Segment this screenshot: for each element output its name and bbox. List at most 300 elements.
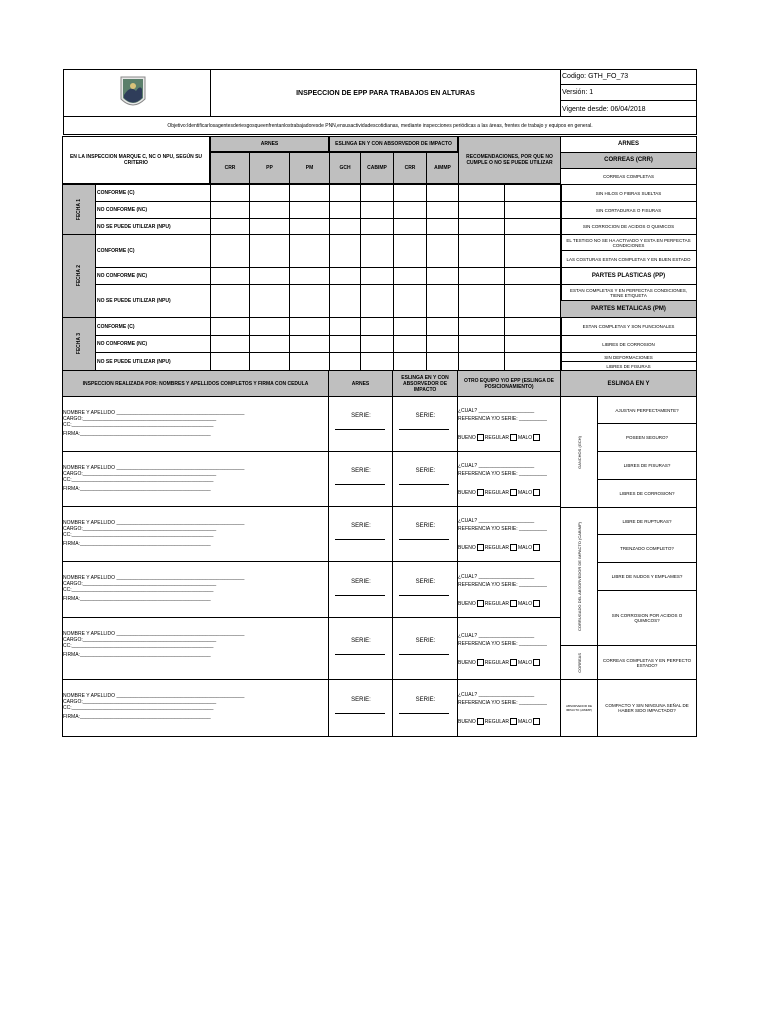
entry-cell[interactable] [249,234,290,268]
firma-label: FIRMA: [63,541,80,547]
serie-label: SERIE: [415,523,436,529]
serie-label: SERIE: [351,697,371,703]
bueno-label: BUENO [458,544,476,551]
regular-checkbox[interactable] [510,600,517,607]
serie-line[interactable] [335,713,385,714]
arnes-serie-cell [328,506,393,562]
cc-label: CC: [63,643,72,649]
entry-cell[interactable] [329,335,361,353]
inspeccion-header: INSPECCION REALIZADA POR: NOMBRES Y APELLIDOS COMPLETOS Y FIRMA CON CEDULA [62,370,329,397]
serie-label: SERIE: [415,697,436,703]
regular-label: REGULAR [484,718,509,725]
entry-cell[interactable] [393,184,427,202]
otro-equipo-cell [457,506,561,562]
arnes-ref-item: PARTES PLASTICAS (PP) [560,267,697,285]
entry-cell[interactable] [458,201,505,219]
entry-cell[interactable] [329,317,361,336]
firma-label: FIRMA: [63,652,80,658]
serie-line[interactable] [335,654,385,655]
section-label-text: CORRUGADO DEL ABSORVEDOR DE IMPACTO (CABIMP) [576,522,582,631]
entry-cell[interactable] [360,234,394,268]
malo-checkbox[interactable] [533,434,540,441]
row-label: NO CONFORME (NC) [95,335,211,353]
nombre-label: NOMBRE Y APELLIDO [63,410,116,416]
cargo-field[interactable]: CARGO:________________________________________________ [63,416,217,422]
arnes-serie-cell [328,451,393,507]
entry-cell[interactable] [426,234,459,268]
regular-checkbox[interactable] [510,434,517,441]
firma-label: FIRMA: [63,714,80,720]
entry-cell[interactable] [360,201,394,219]
entry-cell[interactable] [210,234,250,268]
arnes-ref-item: CORREAS (CRR) [560,152,697,169]
entry-cell[interactable] [249,317,290,336]
serie-line[interactable] [335,595,385,596]
row-label: CONFORME (C) [95,234,211,268]
cargo-label: CARGO: [63,416,83,422]
arnes-ref-item: ARNES [560,136,697,153]
arnes-ref-item: ESTAN COMPLETAS Y EN PERFECTAS CONDICIONES, TIENE ETIQUETA [560,284,697,301]
entry-cell[interactable] [393,234,427,268]
bueno-label: BUENO [458,600,476,607]
entry-cell[interactable] [329,184,361,202]
firma-label: FIRMA: [63,596,80,602]
bueno-checkbox[interactable] [477,718,484,725]
cargo-label: CARGO: [63,526,83,532]
entry-cell[interactable] [426,317,459,336]
fecha-label: FECHA 1 [76,198,82,221]
cual-label: ¿CUAL? [458,573,478,580]
malo-label: MALO [517,544,533,551]
eslinga-ref-item: POSEEN SEGURO? [597,423,697,452]
eslinga-ref-item: LIBRE DE RUPTURAS? [597,507,697,535]
nombre-label: NOMBRE Y APELLIDO [63,465,116,471]
cargo-field[interactable]: CARGO:________________________________________________ [63,471,217,477]
entry-cell[interactable] [504,317,562,336]
cc-label: CC: [63,705,72,711]
entry-cell[interactable] [426,284,459,318]
entry-cell[interactable] [210,201,250,219]
eslinga-section-label: ABSORVEDOR DE IMPACTO (AIMMP) [560,679,598,737]
doc-version: Versión: 1 [561,85,697,101]
malo-checkbox[interactable] [533,600,540,607]
entry-cell[interactable] [393,335,427,353]
cual-field[interactable]: ¿CUAL? ____________________ [458,408,535,414]
otro-equipo-cell [457,451,561,507]
entry-cell[interactable] [393,201,427,219]
inspector-block [62,506,329,562]
entry-cell[interactable] [426,201,459,219]
nombre-field[interactable]: NOMBRE Y APELLIDO ______________________________________________ [63,410,245,416]
entry-cell[interactable] [249,184,290,202]
cargo-field[interactable]: CARGO:________________________________________________ [63,637,217,643]
bueno-checkbox[interactable] [477,434,484,441]
entry-cell[interactable] [393,284,427,318]
entry-cell[interactable] [504,267,562,285]
row-label: CONFORME (C) [95,184,211,202]
entry-cell[interactable] [393,218,427,235]
entry-cell[interactable] [504,184,562,202]
row-label: NO SE PUEDE UTILIZAR (NPU) [95,218,211,235]
regular-checkbox[interactable] [510,659,517,666]
row-label: NO CONFORME (NC) [95,267,211,285]
arnes-ref-item: LIBRES DE FISURAS [560,361,697,371]
cual-field[interactable]: ¿CUAL? ____________________ [458,692,535,698]
nombre-field[interactable]: NOMBRE Y APELLIDO ______________________________________________ [63,693,245,699]
estado-options [458,434,541,441]
arnes-ref-item: EL TESTIGO NO SE HA ACTIVADO Y ESTA EN PERFECTAS CONDICIONES [560,234,697,251]
nombre-label: NOMBRE Y APELLIDO [63,575,116,581]
firma-field[interactable]: FIRMA:_______________________________________________ [63,652,211,658]
arnes-serie-cell [328,561,393,618]
entry-cell[interactable] [426,335,459,353]
cc-label: CC: [63,422,72,428]
cc-label: CC: [63,532,72,538]
entry-cell[interactable] [210,284,250,318]
entry-cell[interactable] [289,352,330,371]
nombre-field[interactable]: NOMBRE Y APELLIDO ______________________________________________ [63,465,245,471]
regular-checkbox[interactable] [510,544,517,551]
bueno-checkbox[interactable] [477,489,484,496]
entry-cell[interactable] [249,267,290,285]
cual-field[interactable]: ¿CUAL? ____________________ [458,573,535,580]
serie-line[interactable] [399,429,449,430]
bueno-label: BUENO [458,489,476,496]
estado-options [458,544,541,551]
referencia-field[interactable]: REFERENCIA Y/O SERIE: __________ [458,700,547,706]
malo-checkbox[interactable] [533,659,540,666]
entry-cell[interactable] [504,284,562,318]
regular-label: REGULAR [484,544,509,551]
eslinga-ref-item: SIN CORROSION POR ACIDOS O QUIMICOS? [597,590,697,646]
entry-cell[interactable] [393,267,427,285]
serie-line[interactable] [399,654,449,655]
entry-cell[interactable] [289,317,330,336]
entry-cell[interactable] [249,201,290,219]
nombre-label: NOMBRE Y APELLIDO [63,520,116,526]
eslinga-ref-title: ESLINGA EN Y [560,370,697,397]
entry-cell[interactable] [249,335,290,353]
regular-label: REGULAR [484,659,509,666]
inspector-block [62,617,329,680]
cual-label: ¿CUAL? [458,463,478,469]
arnes-ref-item: SIN CORTADURAS O FISURAS [560,201,697,219]
estado-options [458,659,541,666]
eslinga-section-label [560,396,598,508]
nombre-label: NOMBRE Y APELLIDO [63,631,116,637]
serie-label: SERIE: [351,468,371,474]
entry-cell[interactable] [458,352,505,371]
entry-cell[interactable] [329,352,361,371]
eslinga-ref-item: LIBRES DE FISURAS? [597,451,697,480]
entry-cell[interactable] [289,184,330,202]
eslinga-serie-cell [392,451,458,507]
eslinga-col-header: ESLINGA EN Y CON ABSORVEDOR DE IMPACTO [392,370,458,397]
eslinga-serie-cell [392,561,458,618]
serie-line[interactable] [399,539,449,540]
eslinga-serie-cell [392,396,458,452]
page-title: INSPECCION DE EPP PARA TRABAJOS EN ALTURAS [211,69,561,117]
cual-field[interactable]: ¿CUAL? ____________________ [458,463,535,469]
eslinga-ref-item: CORREAS COMPLETAS Y EN PERFECTO ESTADO? [597,645,697,680]
entry-cell[interactable] [210,335,250,353]
cc-field[interactable]: CC:___________________________________________________ [63,422,214,428]
malo-checkbox[interactable] [533,544,540,551]
entry-cell[interactable] [289,335,330,353]
entry-cell[interactable] [210,218,250,235]
entry-cell[interactable] [289,284,330,318]
entry-cell[interactable] [289,201,330,219]
cual-label: ¿CUAL? [458,632,478,639]
arnes-ref-item: ESTAN COMPLETAS Y SON FUNCIONALES [560,317,697,336]
entry-cell[interactable] [504,218,562,235]
entry-cell[interactable] [210,352,250,371]
cargo-label: CARGO: [63,581,83,587]
firma-field[interactable]: FIRMA:_______________________________________________ [63,714,211,720]
cual-label: ¿CUAL? [458,518,478,524]
serie-line[interactable] [399,484,449,485]
fecha-cell [62,234,96,318]
eslinga-ref-item: LIBRE DE NUDOS Y EMPLAMES? [597,562,697,591]
eslinga-header: ESLINGA EN Y CON ABSORVEDOR DE IMPACTO [329,136,458,152]
column-header: CRR [210,152,250,184]
nombre-field[interactable]: NOMBRE Y APELLIDO ______________________________________________ [63,520,245,526]
row-label: NO CONFORME (NC) [95,201,211,219]
column-header: PP [249,152,290,184]
cc-field[interactable]: CC:___________________________________________________ [63,477,214,483]
entry-cell[interactable] [504,201,562,219]
entry-cell[interactable] [426,352,459,371]
row-label: NO SE PUEDE UTILIZAR (NPU) [95,352,211,371]
bueno-checkbox[interactable] [477,659,484,666]
entry-cell[interactable] [458,317,505,336]
entry-cell[interactable] [458,234,505,268]
cargo-field[interactable]: CARGO:________________________________________________ [63,526,217,532]
cc-field[interactable]: CC:___________________________________________________ [63,587,214,593]
serie-label: SERIE: [351,637,371,644]
malo-checkbox[interactable] [533,489,540,496]
logo-cell [63,69,211,117]
firma-label: FIRMA: [63,486,80,492]
bueno-checkbox[interactable] [477,600,484,607]
cual-field[interactable]: ¿CUAL? ____________________ [458,518,535,524]
inspector-block [62,396,329,452]
regular-label: REGULAR [484,600,509,607]
cual-field[interactable]: ¿CUAL? ____________________ [458,632,535,639]
entry-cell[interactable] [249,352,290,371]
cargo-field[interactable]: CARGO:________________________________________________ [63,581,217,587]
serie-label: SERIE: [351,578,371,585]
bueno-label: BUENO [458,659,476,666]
malo-label: MALO [517,659,533,666]
entry-cell[interactable] [329,284,361,318]
entry-cell[interactable] [458,184,505,202]
entry-cell[interactable] [458,335,505,353]
nombre-field[interactable]: NOMBRE Y APELLIDO ______________________________________________ [63,631,245,637]
referencia-field[interactable]: REFERENCIA Y/O SERIE: __________ [458,416,547,422]
nombre-field[interactable]: NOMBRE Y APELLIDO ______________________________________________ [63,575,245,581]
doc-vigente: Vigente desde: 06/04/2018 [562,105,646,113]
entry-cell[interactable] [249,284,290,318]
inspector-block [62,679,329,737]
entry-cell[interactable] [504,352,562,371]
entry-cell[interactable] [458,267,505,285]
cargo-label: CARGO: [63,637,83,643]
row-label: CONFORME (C) [95,317,211,336]
entry-cell[interactable] [458,284,505,318]
malo-label: MALO [517,600,533,607]
eslinga-ref-item: COMPACTO Y SIN NINGUNA SEÑAL DE HABER SIDO IMPACTADO? [597,679,697,737]
cual-label: ¿CUAL? [458,692,478,698]
section-label-text: CORREAS [576,652,582,673]
referencia-field[interactable]: REFERENCIA Y/O SERIE: __________ [458,640,547,647]
serie-line[interactable] [335,429,385,430]
criteria-label: EN LA INSPECCION MARQUE C, NC O NPU, SEGÚN SU CRITERIO [62,136,210,184]
otro-equipo-cell [457,396,561,452]
entry-cell[interactable] [504,234,562,268]
entry-cell[interactable] [426,184,459,202]
arnes-serie-cell [328,679,393,737]
serie-line[interactable] [399,595,449,596]
serie-label: SERIE: [415,637,436,644]
firma-field[interactable]: FIRMA:_______________________________________________ [63,431,211,437]
malo-label: MALO [517,434,533,441]
column-header: CABIMP [360,152,394,184]
estado-options [458,489,541,496]
entry-cell[interactable] [360,218,394,235]
arnes-ref-item: SIN DEFORMACIONES [560,352,697,362]
arnes-serie-cell [328,396,393,452]
cc-label: CC: [63,587,72,593]
entry-cell[interactable] [249,218,290,235]
fecha-label: FECHA 3 [76,333,82,355]
regular-checkbox[interactable] [510,718,517,725]
referencia-field[interactable]: REFERENCIA Y/O SERIE: __________ [458,471,547,477]
referencia-label: REFERENCIA Y/O SERIE: [458,581,518,588]
entry-cell[interactable] [360,284,394,318]
entry-cell[interactable] [329,234,361,268]
estado-options [458,600,541,607]
entry-cell[interactable] [289,267,330,285]
entry-cell[interactable] [360,267,394,285]
referencia-label: REFERENCIA Y/O SERIE: [458,640,518,647]
arnes-ref-item: SIN CORROCION DE ACIDOS O QUIMICOS [560,218,697,235]
malo-checkbox[interactable] [533,718,540,725]
entry-cell[interactable] [210,184,250,202]
otro-equipo-cell [457,617,561,680]
cc-field[interactable]: CC:___________________________________________________ [63,532,214,538]
regular-checkbox[interactable] [510,489,517,496]
cual-label: ¿CUAL? [458,408,478,414]
serie-label: SERIE: [351,413,371,419]
entry-cell[interactable] [504,335,562,353]
cc-label: CC: [63,477,72,483]
entry-cell[interactable] [289,218,330,235]
estado-options [458,718,541,725]
entry-cell[interactable] [210,317,250,336]
entry-cell[interactable] [329,218,361,235]
firma-field[interactable]: FIRMA:_______________________________________________ [63,596,211,602]
fecha-cell [62,317,96,371]
eslinga-section-label [560,507,598,646]
objetivo-text: Objetivo:Identificarlosagentesderiesgosqueenfrentanlostrabajadoresde PNN,ensusactividadescotidianas, mediante inspecciones periódicas a las áreas, frentes de trabajo y equipos en general. [63,117,697,135]
section-label-text: GANCHOS (GCH) [576,435,582,469]
bueno-checkbox[interactable] [477,544,484,551]
column-header: PM [289,152,330,184]
cargo-field[interactable]: CARGO:________________________________________________ [63,699,217,705]
entry-cell[interactable] [360,317,394,336]
logo-icon [118,73,148,113]
firma-field[interactable]: FIRMA:_______________________________________________ [63,541,211,547]
entry-cell[interactable] [458,218,505,235]
arnes-ref-item: LAS COSTURAS ESTAN COMPLETAS Y EN BUEN ESTADO [560,250,697,268]
firma-label: FIRMA: [63,431,80,437]
cc-field[interactable]: CC:___________________________________________________ [63,643,214,649]
eslinga-ref-item: TRENZADO COMPLETO? [597,534,697,563]
entry-cell[interactable] [329,267,361,285]
otro-col-header: OTRO EQUIPO Y/O EPP (ESLINGA DE POSICIONAMIENTO) [457,370,561,397]
arnes-col-header: ARNES [328,370,393,397]
cc-field[interactable]: CC:___________________________________________________ [63,705,214,711]
column-header: CRR [393,152,427,184]
serie-line[interactable] [399,713,449,714]
inspector-block [62,561,329,618]
referencia-field[interactable]: REFERENCIA Y/O SERIE: __________ [458,581,547,588]
referencia-label: REFERENCIA Y/O SERIE: [458,471,518,477]
otro-equipo-cell [457,679,561,737]
entry-cell[interactable] [393,317,427,336]
entry-cell[interactable] [426,218,459,235]
arnes-ref-item: SIN HILOS O FIBRAS SUELTAS [560,184,697,202]
column-header: GCH [329,152,361,184]
entry-cell[interactable] [329,201,361,219]
entry-cell[interactable] [360,184,394,202]
row-label: NO SE PUEDE UTILIZAR (NPU) [95,284,211,318]
referencia-field[interactable]: REFERENCIA Y/O SERIE: __________ [458,526,547,532]
entry-cell[interactable] [426,267,459,285]
entry-cell[interactable] [360,352,394,371]
bueno-label: BUENO [458,434,476,441]
bueno-label: BUENO [458,718,476,725]
serie-line[interactable] [335,484,385,485]
eslinga-serie-cell [392,617,458,680]
regular-label: REGULAR [484,434,509,441]
serie-line[interactable] [335,539,385,540]
eslinga-ref-item: AJUSTAN PERFECTAMENTE? [597,396,697,424]
arnes-ref-item: CORREAS COMPLETAS [560,168,697,185]
entry-cell[interactable] [210,267,250,285]
firma-field[interactable]: FIRMA:_______________________________________________ [63,486,211,492]
serie-label: SERIE: [415,413,436,419]
referencia-label: REFERENCIA Y/O SERIE: [458,416,518,422]
recom-header: RECOMENDACIONES, POR QUE NO CUMPLE O NO SE PUEDE UTILIZAR [458,136,561,184]
eslinga-section-label [560,645,598,680]
fecha-cell [62,184,96,235]
cargo-label: CARGO: [63,471,83,477]
regular-label: REGULAR [484,489,509,496]
entry-cell[interactable] [360,335,394,353]
arnes-header: ARNES [210,136,329,152]
malo-label: MALO [517,489,533,496]
referencia-label: REFERENCIA Y/O SERIE: [458,700,518,706]
column-header: AIMMP [426,152,459,184]
entry-cell[interactable] [289,234,330,268]
inspector-block [62,451,329,507]
eslinga-serie-cell [392,679,458,737]
entry-cell[interactable] [393,352,427,371]
nombre-label: NOMBRE Y APELLIDO [63,693,116,699]
serie-label: SERIE: [351,523,371,529]
